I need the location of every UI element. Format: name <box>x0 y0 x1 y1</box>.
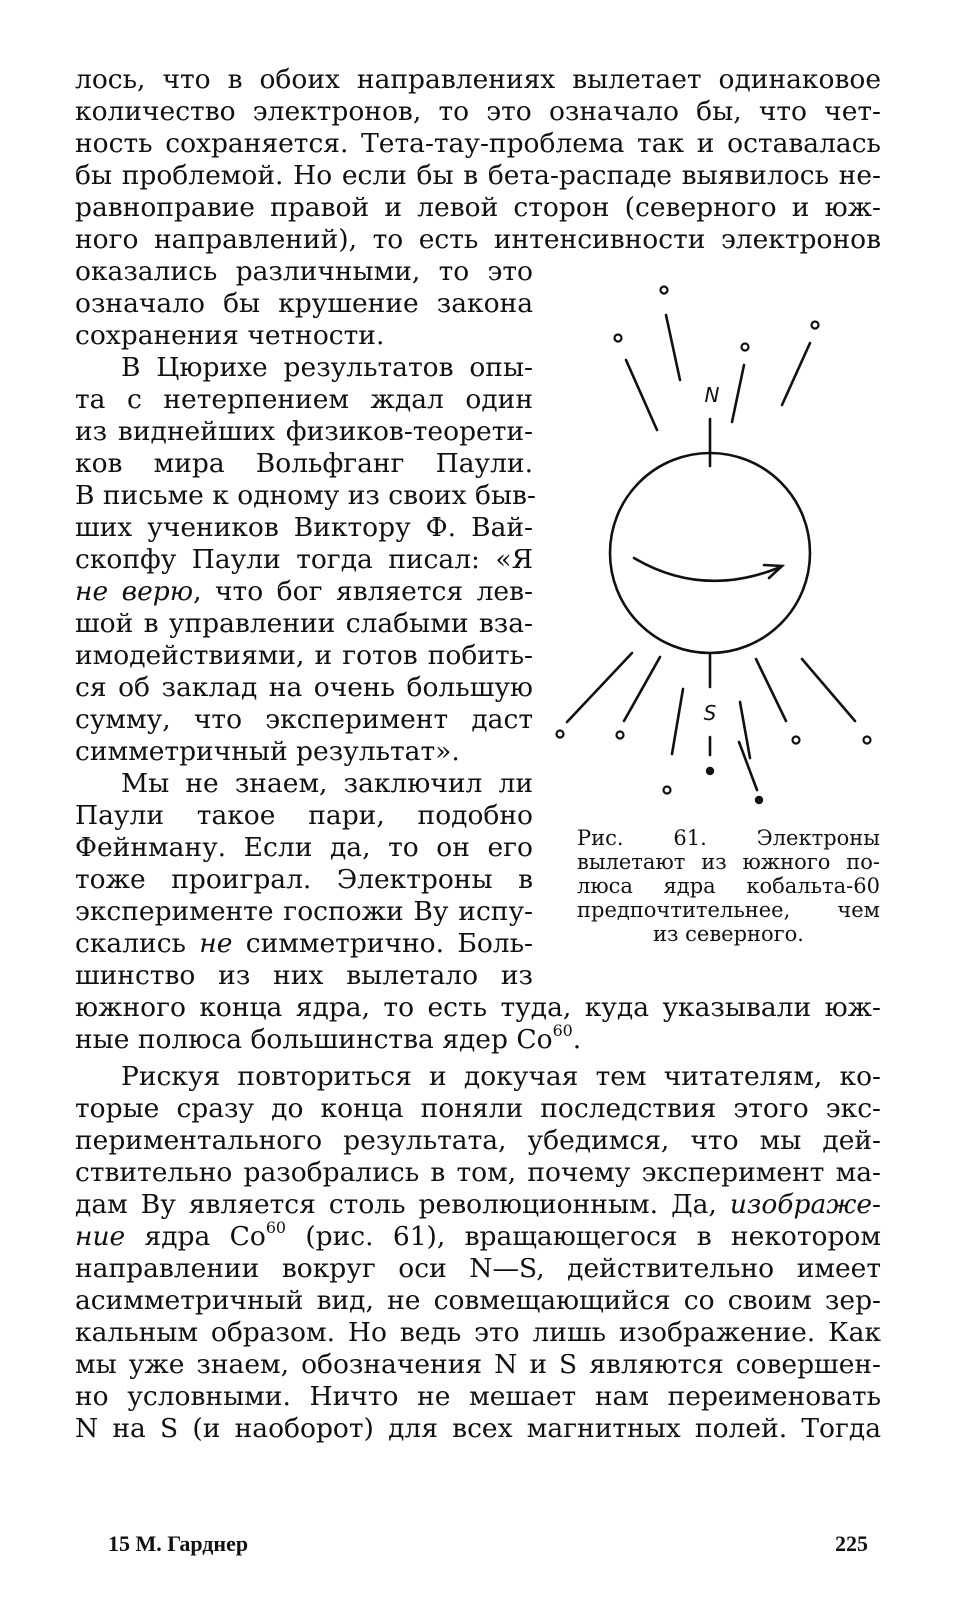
electron-track <box>782 343 810 405</box>
text-line: оказались различными, то это <box>75 256 533 287</box>
text-line: лось, что в обоих направлениях вылетает одинаковое <box>75 64 881 95</box>
figure-caption: люса ядра кобальта-60 <box>577 874 880 898</box>
electron-dot <box>661 287 668 294</box>
text-line: ших учеников Виктору Ф. Вай- <box>75 512 533 543</box>
emphasis-text: не верю <box>75 576 194 607</box>
text-line: количество электронов, то это означало бы, что чет- <box>75 96 881 127</box>
electron-track <box>624 657 660 721</box>
text-line: сохранения четности. <box>75 320 385 351</box>
text-line: симметричный результат». <box>75 736 460 767</box>
text-line: имодействиями, и готов побить- <box>75 640 533 671</box>
electron-dot <box>617 732 624 739</box>
text-line: равноправие правой и левой сторон (северного и юж- <box>75 192 881 223</box>
text-line: из виднейших физиков-теорети- <box>75 416 533 447</box>
text-span: , что бог является лев- <box>193 576 533 607</box>
text-line <box>75 928 533 960</box>
page-number: 225 <box>835 1531 868 1556</box>
text-line: Мы не знаем, заключил ли <box>121 768 533 799</box>
text-line: южного конца ядра, то есть туда, куда указывали юж- <box>75 992 881 1023</box>
text-line: направлении вокруг оси N—S, действительно имеет <box>75 1253 881 1284</box>
text-line: Рискуя повториться и докучая тем читателям, ко- <box>121 1061 881 1092</box>
text-span: ядра Co <box>125 1221 266 1252</box>
text-line: Фейнману. Если да, то он его <box>75 832 533 863</box>
text-line: В письме к одному из своих быв- <box>75 480 536 511</box>
text-line: ствительно разобрались в том, почему эксперимент ма- <box>75 1157 881 1188</box>
south-pole-label: S <box>703 701 717 725</box>
text-span: дам Ву является столь революционным. Да, <box>75 1189 730 1220</box>
electron-dot <box>615 335 622 342</box>
electron-track <box>567 653 632 722</box>
rotation-arrow <box>634 558 778 581</box>
electron-track <box>732 365 744 422</box>
text-line: сумму, что эксперимент даст <box>75 704 533 735</box>
north-pole-label: N <box>704 383 720 407</box>
text-line: шинство из них вылетало из <box>75 960 533 991</box>
electron-track <box>802 659 855 721</box>
electron-dot <box>755 796 763 804</box>
emphasis-text: изображе- <box>729 1189 881 1220</box>
electron-dot <box>864 737 871 744</box>
electron-dot <box>793 737 800 744</box>
nucleus-circle <box>610 453 810 653</box>
electron-dot <box>706 767 714 775</box>
superscript: 60 <box>552 1021 573 1041</box>
text-line <box>75 1189 881 1221</box>
text-span: (рис. 61), вращающегося в некотором <box>286 1221 881 1252</box>
figure-caption: из северного. <box>653 922 804 946</box>
electron-dot <box>664 787 671 794</box>
text-line: Паули такое пари, подобно <box>75 800 533 831</box>
superscript: 60 <box>265 1218 287 1238</box>
electron-track <box>666 315 680 380</box>
figure-caption: Рис. 61. Электроны <box>577 826 880 850</box>
text-line: ков мира Вольфганг Паули. <box>75 448 533 479</box>
text-line <box>75 1218 881 1253</box>
electron-dot <box>557 731 564 738</box>
text-line <box>75 1021 881 1056</box>
electron-dot <box>812 322 819 329</box>
text-line: ного направлений), то есть интенсивности электронов <box>75 224 881 255</box>
text-span: симметрично. Боль- <box>232 928 533 959</box>
text-line: скопфу Паули тогда писал: «Я <box>75 544 533 575</box>
text-line: означало бы крушение закона <box>75 288 533 319</box>
text-line: шой в управлении слабыми вза- <box>75 608 533 639</box>
emphasis-text: не <box>199 928 233 959</box>
emphasis-text: ние <box>75 1221 126 1252</box>
electron-dot <box>742 344 749 351</box>
text-span: скались <box>75 928 200 959</box>
text-line: эксперименте госпожи Ву испу- <box>75 896 533 927</box>
text-span: ные полюса большинства ядер Co <box>75 1024 553 1055</box>
text-line: кальным образом. Но ведь это лишь изображение. Как <box>75 1317 881 1348</box>
nucleus-figure <box>552 280 892 820</box>
text-line: периментального результата, убедимся, что мы дей- <box>75 1125 881 1156</box>
footer-signature: 15 М. Гарднер <box>108 1531 249 1556</box>
figure-caption: предпочтительнее, чем <box>577 898 880 922</box>
text-line: N на S (и наоборот) для всех магнитных полей. Тогда <box>75 1413 881 1444</box>
text-line: ность сохраняется. Тета-тау-проблема так и оставалась <box>75 128 881 159</box>
text-line: но условными. Ничто не мешает нам переименовать <box>75 1381 881 1412</box>
text-line: мы уже знаем, обозначения N и S являются совершен- <box>75 1349 881 1380</box>
text-line: та с нетерпением ждал один <box>75 384 533 415</box>
electron-track <box>626 360 657 430</box>
text-line: бы проблемой. Но если бы в бета-распаде выявилось не- <box>75 160 881 191</box>
text-line: В Цюрихе результатов опы- <box>121 352 533 383</box>
electron-track <box>672 689 683 754</box>
text-line: асимметричный вид, не совмещающийся со своим зер- <box>75 1285 881 1316</box>
text-line: торые сразу до конца поняли последствия этого экс- <box>75 1093 881 1124</box>
text-span: . <box>572 1024 582 1055</box>
electron-track <box>756 659 786 721</box>
text-line <box>75 576 533 608</box>
text-line: тоже проиграл. Электроны в <box>75 864 533 895</box>
text-line: ся об заклад на очень большую <box>75 672 533 703</box>
figure-caption: вылетают из южного по- <box>577 850 880 874</box>
